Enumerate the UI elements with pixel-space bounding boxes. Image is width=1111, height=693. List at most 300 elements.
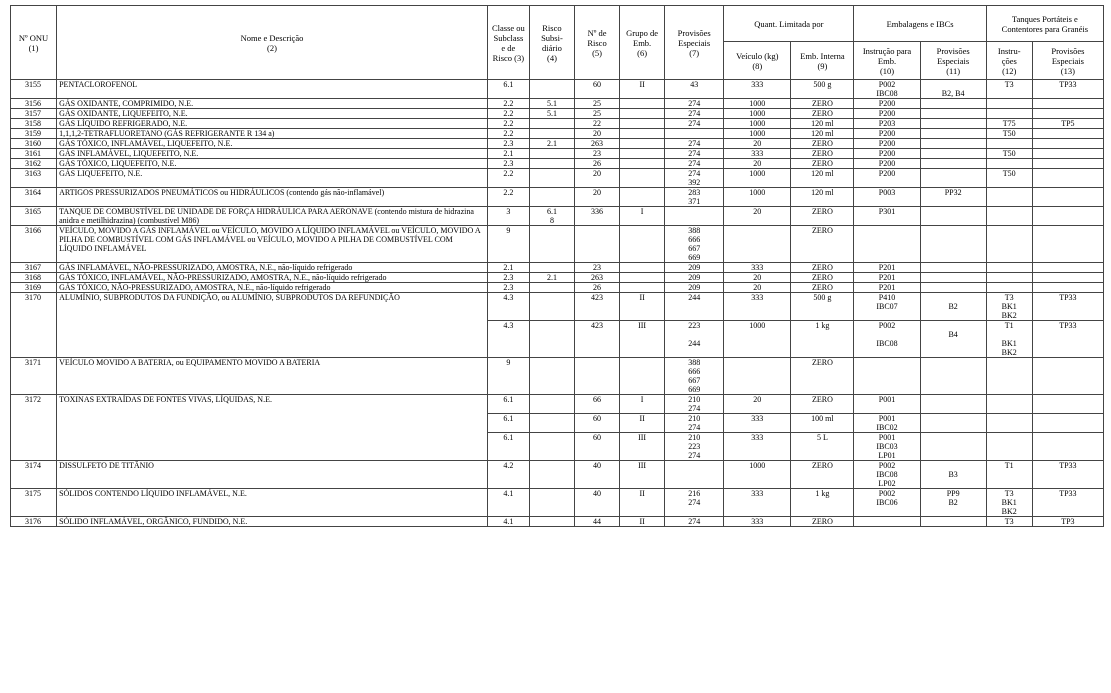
provisoes-especiais-13-cell [1032, 188, 1103, 207]
risco-subsidiario-cell [529, 169, 574, 188]
grupo-emb-cell [620, 358, 665, 395]
veiculo-kg-cell: 1000 [724, 99, 791, 109]
instrucoes-12-cell: T3 BK1 BK2 [986, 489, 1032, 517]
emb-interna-cell: ZERO [791, 109, 854, 119]
provisoes-cell: 223 244 [665, 321, 724, 358]
provisoes-cell: 274 [665, 139, 724, 149]
provisoes-especiais-13-cell [1032, 358, 1103, 395]
num-risco-cell: 423 [574, 293, 619, 321]
onu-number-cell: 3170 [11, 293, 57, 358]
provisoes-especiais-13-cell: TP33 [1032, 489, 1103, 517]
grupo-emb-cell: III [620, 461, 665, 489]
header-quant-limitada: Quant. Limitada por [724, 6, 854, 42]
num-risco-cell: 263 [574, 273, 619, 283]
header-onu: Nº ONU (1) [11, 6, 57, 80]
emb-interna-cell: 120 ml [791, 188, 854, 207]
table-row [11, 149, 1104, 159]
classe-cell: 6.1 [487, 395, 529, 414]
provisoes-especiais-13-cell [1032, 169, 1103, 188]
classe-cell: 6.1 [487, 80, 529, 99]
nome-descricao-cell: PENTACLOROFENOL [57, 80, 488, 99]
provisoes-especiais-13-cell: TP33 [1032, 321, 1103, 358]
instrucao-emb-cell: P201 [854, 263, 920, 273]
provisoes-cell: 209 [665, 283, 724, 293]
instrucao-emb-cell: P200 [854, 139, 920, 149]
risco-subsidiario-cell: 5.1 [529, 99, 574, 109]
risco-subsidiario-cell [529, 517, 574, 527]
provisoes-cell: 274 [665, 149, 724, 159]
num-risco-cell: 22 [574, 119, 619, 129]
provisoes-especiais-13-cell [1032, 273, 1103, 283]
emb-interna-cell: ZERO [791, 358, 854, 395]
header-tanques: Tanques Portáteis e Contentores para Granéis [986, 6, 1103, 42]
onu-number-cell: 3164 [11, 188, 57, 207]
instrucoes-12-cell [986, 207, 1032, 226]
provisoes-especiais-11-cell [920, 517, 986, 527]
classe-cell: 6.1 [487, 414, 529, 433]
grupo-emb-cell: III [620, 433, 665, 461]
nome-descricao-cell: GÁS TÓXICO, NÃO-PRESSURIZADO, AMOSTRA, N.E., não-líquido refrigerado [57, 283, 488, 293]
emb-interna-cell: ZERO [791, 99, 854, 109]
grupo-emb-cell [620, 273, 665, 283]
provisoes-cell [665, 129, 724, 139]
classe-cell: 2.2 [487, 169, 529, 188]
table-row [11, 395, 1104, 414]
veiculo-kg-cell: 1000 [724, 461, 791, 489]
classe-cell: 2.1 [487, 263, 529, 273]
instrucao-emb-cell [854, 226, 920, 263]
instrucoes-12-cell: T1 [986, 461, 1032, 489]
risco-subsidiario-cell [529, 358, 574, 395]
provisoes-cell: 244 [665, 293, 724, 321]
nome-descricao-cell: 1,1,1,2-TETRAFLUORETANO (GÁS REFRIGERANTE R 134 a) [57, 129, 488, 139]
provisoes-cell: 210 223 274 [665, 433, 724, 461]
veiculo-kg-cell: 20 [724, 207, 791, 226]
instrucao-emb-cell: P001 [854, 395, 920, 414]
num-risco-cell: 26 [574, 159, 619, 169]
instrucoes-12-cell [986, 283, 1032, 293]
risco-subsidiario-cell [529, 119, 574, 129]
veiculo-kg-cell: 333 [724, 80, 791, 99]
instrucao-emb-cell: P002 IBC06 [854, 489, 920, 517]
num-risco-cell: 25 [574, 109, 619, 119]
nome-descricao-cell: DISSULFETO DE TITÂNIO [57, 461, 488, 489]
emb-interna-cell: ZERO [791, 263, 854, 273]
instrucoes-12-cell [986, 414, 1032, 433]
instrucao-emb-cell: P200 [854, 99, 920, 109]
emb-interna-cell: ZERO [791, 461, 854, 489]
num-risco-cell: 336 [574, 207, 619, 226]
grupo-emb-cell: II [620, 414, 665, 433]
table-row [11, 188, 1104, 207]
num-risco-cell: 40 [574, 489, 619, 517]
onu-number-cell: 3162 [11, 159, 57, 169]
provisoes-especiais-11-cell [920, 226, 986, 263]
header-provisoes-13: Provisões Especiais (13) [1032, 42, 1103, 80]
classe-cell: 2.2 [487, 188, 529, 207]
emb-interna-cell: 500 g [791, 80, 854, 99]
grupo-emb-cell: II [620, 293, 665, 321]
onu-number-cell: 3159 [11, 129, 57, 139]
table-row [11, 99, 1104, 109]
num-risco-cell: 423 [574, 321, 619, 358]
provisoes-especiais-11-cell: PP32 [920, 188, 986, 207]
header-nome: Nome e Descrição (2) [57, 6, 488, 80]
provisoes-especiais-13-cell [1032, 159, 1103, 169]
instrucoes-12-cell: T1 BK1 BK2 [986, 321, 1032, 358]
veiculo-kg-cell [724, 358, 791, 395]
provisoes-especiais-11-cell [920, 119, 986, 129]
grupo-emb-cell [620, 129, 665, 139]
instrucao-emb-cell: P001 IBC03 LP01 [854, 433, 920, 461]
classe-cell: 6.1 [487, 433, 529, 461]
table-row [11, 263, 1104, 273]
onu-number-cell: 3155 [11, 80, 57, 99]
provisoes-cell [665, 207, 724, 226]
instrucoes-12-cell: T50 [986, 149, 1032, 159]
emb-interna-cell: ZERO [791, 283, 854, 293]
header-provisoes-11: Provisões Especiais (11) [920, 42, 986, 80]
emb-interna-cell: ZERO [791, 273, 854, 283]
onu-number-cell: 3156 [11, 99, 57, 109]
nome-descricao-cell: TANQUE DE COMBUSTÍVEL DE UNIDADE DE FORÇA HIDRÁULICA PARA AERONAVE (contendo mistura de hidrazina anidra e metilhidrazina) (combustível M86) [57, 207, 488, 226]
classe-cell: 2.2 [487, 109, 529, 119]
header-veiculo: Veículo (kg) (8) [724, 42, 791, 80]
veiculo-kg-cell [724, 226, 791, 263]
veiculo-kg-cell: 1000 [724, 129, 791, 139]
header-instrucao: Instrução para Emb. (10) [854, 42, 920, 80]
provisoes-cell: 216 274 [665, 489, 724, 517]
instrucoes-12-cell: T3 [986, 517, 1032, 527]
num-risco-cell: 66 [574, 395, 619, 414]
header-num-risco: Nº de Risco (5) [574, 6, 619, 80]
grupo-emb-cell [620, 99, 665, 109]
classe-cell: 4.2 [487, 461, 529, 489]
provisoes-especiais-13-cell [1032, 139, 1103, 149]
table-row [11, 358, 1104, 395]
emb-interna-cell: ZERO [791, 207, 854, 226]
instrucoes-12-cell [986, 188, 1032, 207]
table-row [11, 139, 1104, 149]
nome-descricao-cell: ALUMÍNIO, SUBPRODUTOS DA FUNDIÇÃO, ou ALUMÍNIO, SUBPRODUTOS DA REFUNDIÇÃO [57, 293, 488, 358]
provisoes-especiais-11-cell [920, 109, 986, 119]
instrucao-emb-cell: P301 [854, 207, 920, 226]
onu-number-cell: 3168 [11, 273, 57, 283]
veiculo-kg-cell: 20 [724, 159, 791, 169]
table-row [11, 129, 1104, 139]
provisoes-especiais-11-cell: PP9 B2 [920, 489, 986, 517]
instrucao-emb-cell: P001 IBC02 [854, 414, 920, 433]
table-row [11, 517, 1104, 527]
risco-subsidiario-cell: 2.1 [529, 273, 574, 283]
veiculo-kg-cell: 333 [724, 263, 791, 273]
emb-interna-cell: 100 ml [791, 414, 854, 433]
num-risco-cell: 44 [574, 517, 619, 527]
instrucoes-12-cell [986, 99, 1032, 109]
provisoes-especiais-11-cell [920, 139, 986, 149]
instrucoes-12-cell: T3 BK1 BK2 [986, 293, 1032, 321]
emb-interna-cell: ZERO [791, 517, 854, 527]
emb-interna-cell: 1 kg [791, 321, 854, 358]
grupo-emb-cell [620, 188, 665, 207]
provisoes-especiais-11-cell: B2 [920, 293, 986, 321]
num-risco-cell: 263 [574, 139, 619, 149]
provisoes-cell: 274 [665, 99, 724, 109]
provisoes-cell [665, 461, 724, 489]
risco-subsidiario-cell [529, 283, 574, 293]
risco-subsidiario-cell [529, 293, 574, 321]
instrucao-emb-cell: P003 [854, 188, 920, 207]
onu-number-cell: 3167 [11, 263, 57, 273]
instrucoes-12-cell [986, 395, 1032, 414]
num-risco-cell: 60 [574, 433, 619, 461]
provisoes-especiais-11-cell [920, 159, 986, 169]
provisoes-especiais-11-cell [920, 149, 986, 159]
veiculo-kg-cell: 1000 [724, 109, 791, 119]
provisoes-cell: 274 [665, 517, 724, 527]
num-risco-cell [574, 226, 619, 263]
emb-interna-cell: 120 ml [791, 169, 854, 188]
emb-interna-cell: 500 g [791, 293, 854, 321]
nome-descricao-cell: VEÍCULO, MOVIDO A GÁS INFLAMÁVEL ou VEÍCULO, MOVIDO A LÍQUIDO INFLAMÁVEL ou VEÍCULO, MOVIDO A PILHA DE COMBUSTÍVEL COM GÁS INFLAMÁVEL ou VEÍCULO, MOVIDO A PILHA DE COMBUSTÍVEL COM LÍQUIDO INFLAMÁVEL [57, 226, 488, 263]
nome-descricao-cell: GÁS TÓXICO, INFLAMÁVEL, LIQUEFEITO, N.E. [57, 139, 488, 149]
veiculo-kg-cell: 1000 [724, 188, 791, 207]
table-row [11, 169, 1104, 188]
provisoes-especiais-13-cell [1032, 283, 1103, 293]
header-embalagens-ibcs: Embalagens e IBCs [854, 6, 986, 42]
risco-subsidiario-cell: 6.1 8 [529, 207, 574, 226]
risco-subsidiario-cell [529, 489, 574, 517]
table-row [11, 159, 1104, 169]
onu-number-cell: 3166 [11, 226, 57, 263]
grupo-emb-cell: II [620, 517, 665, 527]
onu-number-cell: 3157 [11, 109, 57, 119]
provisoes-cell: 209 [665, 273, 724, 283]
provisoes-especiais-11-cell [920, 358, 986, 395]
grupo-emb-cell: I [620, 207, 665, 226]
provisoes-especiais-11-cell [920, 207, 986, 226]
onu-number-cell: 3160 [11, 139, 57, 149]
instrucoes-12-cell [986, 273, 1032, 283]
risco-subsidiario-cell [529, 414, 574, 433]
onu-number-cell: 3171 [11, 358, 57, 395]
provisoes-especiais-13-cell [1032, 149, 1103, 159]
grupo-emb-cell [620, 159, 665, 169]
veiculo-kg-cell: 333 [724, 433, 791, 461]
provisoes-especiais-13-cell [1032, 207, 1103, 226]
instrucao-emb-cell: P200 [854, 169, 920, 188]
provisoes-cell: 274 392 [665, 169, 724, 188]
num-risco-cell: 20 [574, 169, 619, 188]
onu-number-cell: 3161 [11, 149, 57, 159]
veiculo-kg-cell: 333 [724, 489, 791, 517]
header-provisoes: Provisões Especiais (7) [665, 6, 724, 80]
instrucao-emb-cell: P201 [854, 273, 920, 283]
grupo-emb-cell [620, 283, 665, 293]
provisoes-especiais-11-cell [920, 129, 986, 139]
num-risco-cell: 40 [574, 461, 619, 489]
risco-subsidiario-cell [529, 149, 574, 159]
onu-number-cell: 3174 [11, 461, 57, 489]
onu-number-cell: 3176 [11, 517, 57, 527]
provisoes-cell: 210 274 [665, 414, 724, 433]
instrucoes-12-cell [986, 358, 1032, 395]
emb-interna-cell: ZERO [791, 159, 854, 169]
veiculo-kg-cell: 20 [724, 139, 791, 149]
provisoes-especiais-13-cell: TP33 [1032, 461, 1103, 489]
classe-cell: 2.3 [487, 159, 529, 169]
grupo-emb-cell: II [620, 80, 665, 99]
grupo-emb-cell [620, 109, 665, 119]
table-row [11, 461, 1104, 489]
provisoes-especiais-13-cell [1032, 129, 1103, 139]
provisoes-especiais-11-cell: B3 [920, 461, 986, 489]
risco-subsidiario-cell: 5.1 [529, 109, 574, 119]
classe-cell: 2.3 [487, 283, 529, 293]
provisoes-especiais-13-cell [1032, 99, 1103, 109]
provisoes-especiais-11-cell [920, 273, 986, 283]
classe-cell: 3 [487, 207, 529, 226]
table-row [11, 273, 1104, 283]
instrucoes-12-cell: T75 [986, 119, 1032, 129]
instrucoes-12-cell: T50 [986, 169, 1032, 188]
table-row [11, 80, 1104, 99]
provisoes-especiais-11-cell [920, 395, 986, 414]
grupo-emb-cell: II [620, 489, 665, 517]
risco-subsidiario-cell [529, 159, 574, 169]
instrucoes-12-cell [986, 159, 1032, 169]
nome-descricao-cell: GÁS INFLAMÁVEL, LIQUEFEITO, N.E. [57, 149, 488, 159]
table-row [11, 119, 1104, 129]
classe-cell: 4.1 [487, 517, 529, 527]
table-body [11, 80, 1104, 527]
num-risco-cell: 20 [574, 188, 619, 207]
emb-interna-cell: ZERO [791, 395, 854, 414]
instrucao-emb-cell: P200 [854, 159, 920, 169]
classe-cell: 4.1 [487, 489, 529, 517]
provisoes-especiais-11-cell [920, 283, 986, 293]
risco-subsidiario-cell [529, 461, 574, 489]
dangerous-goods-table [10, 5, 1104, 527]
emb-interna-cell: ZERO [791, 149, 854, 159]
grupo-emb-cell [620, 169, 665, 188]
provisoes-especiais-13-cell: TP5 [1032, 119, 1103, 129]
num-risco-cell: 60 [574, 414, 619, 433]
provisoes-especiais-13-cell: TP33 [1032, 80, 1103, 99]
num-risco-cell: 26 [574, 283, 619, 293]
provisoes-cell: 283 371 [665, 188, 724, 207]
nome-descricao-cell: GÁS OXIDANTE, COMPRIMIDO, N.E. [57, 99, 488, 109]
provisoes-especiais-11-cell [920, 433, 986, 461]
onu-number-cell: 3158 [11, 119, 57, 129]
dangerous-goods-table-container [10, 5, 1104, 632]
provisoes-especiais-11-cell [920, 263, 986, 273]
instrucao-emb-cell: P200 [854, 149, 920, 159]
header-instrucoes-12: Instru- ções (12) [986, 42, 1032, 80]
nome-descricao-cell: GÁS LÍQUIDO REFRIGERADO, N.E. [57, 119, 488, 129]
table-row [11, 293, 1104, 321]
header-risco-subsidiario: Risco Subsi- diário (4) [529, 6, 574, 80]
grupo-emb-cell [620, 119, 665, 129]
classe-cell: 4.3 [487, 321, 529, 358]
veiculo-kg-cell: 333 [724, 517, 791, 527]
onu-number-cell: 3169 [11, 283, 57, 293]
provisoes-especiais-13-cell [1032, 414, 1103, 433]
table-header [11, 6, 1104, 80]
provisoes-especiais-13-cell: TP33 [1032, 293, 1103, 321]
provisoes-cell: 388 666 667 669 [665, 226, 724, 263]
emb-interna-cell: 120 ml [791, 129, 854, 139]
num-risco-cell: 23 [574, 149, 619, 159]
instrucoes-12-cell: T3 [986, 80, 1032, 99]
provisoes-especiais-11-cell: B2, B4 [920, 80, 986, 99]
emb-interna-cell: 5 L [791, 433, 854, 461]
nome-descricao-cell: GÁS LIQUEFEITO, N.E. [57, 169, 488, 188]
nome-descricao-cell: GÁS OXIDANTE, LIQUEFEITO, N.E. [57, 109, 488, 119]
onu-number-cell: 3175 [11, 489, 57, 517]
table-row [11, 283, 1104, 293]
veiculo-kg-cell: 20 [724, 273, 791, 283]
veiculo-kg-cell: 1000 [724, 321, 791, 358]
provisoes-especiais-13-cell [1032, 226, 1103, 263]
provisoes-especiais-11-cell [920, 99, 986, 109]
header-classe: Classe ou Subclass e de Risco (3) [487, 6, 529, 80]
instrucao-emb-cell: P201 [854, 283, 920, 293]
header-emb-interna: Emb. Interna (9) [791, 42, 854, 80]
grupo-emb-cell: III [620, 321, 665, 358]
classe-cell: 9 [487, 358, 529, 395]
instrucoes-12-cell [986, 226, 1032, 263]
instrucoes-12-cell [986, 263, 1032, 273]
risco-subsidiario-cell [529, 321, 574, 358]
nome-descricao-cell: TOXINAS EXTRAÍDAS DE FONTES VIVAS, LÍQUIDAS, N.E. [57, 395, 488, 461]
instrucao-emb-cell: P002 IBC08 LP02 [854, 461, 920, 489]
instrucao-emb-cell: P002 IBC08 [854, 321, 920, 358]
provisoes-cell: 209 [665, 263, 724, 273]
risco-subsidiario-cell [529, 395, 574, 414]
instrucao-emb-cell: P410 IBC07 [854, 293, 920, 321]
provisoes-cell: 274 [665, 109, 724, 119]
instrucoes-12-cell [986, 433, 1032, 461]
instrucoes-12-cell [986, 109, 1032, 119]
provisoes-especiais-13-cell [1032, 395, 1103, 414]
emb-interna-cell: ZERO [791, 226, 854, 263]
nome-descricao-cell: GÁS TÓXICO, INFLAMÁVEL, NÃO-PRESSURIZADO, AMOSTRA, N.E., não-líquido refrigerado [57, 273, 488, 283]
header-grupo-emb: Grupo de Emb. (6) [620, 6, 665, 80]
provisoes-cell: 388 666 667 669 [665, 358, 724, 395]
risco-subsidiario-cell [529, 433, 574, 461]
provisoes-cell: 274 [665, 119, 724, 129]
provisoes-cell: 274 [665, 159, 724, 169]
nome-descricao-cell: GÁS INFLAMÁVEL, NÃO-PRESSURIZADO, AMOSTRA, N.E., não-líquido refrigerado [57, 263, 488, 273]
num-risco-cell: 23 [574, 263, 619, 273]
grupo-emb-cell [620, 139, 665, 149]
onu-number-cell: 3163 [11, 169, 57, 188]
table-row [11, 226, 1104, 263]
classe-cell: 2.2 [487, 99, 529, 109]
num-risco-cell: 20 [574, 129, 619, 139]
emb-interna-cell: ZERO [791, 139, 854, 149]
provisoes-especiais-13-cell [1032, 109, 1103, 119]
veiculo-kg-cell: 333 [724, 149, 791, 159]
emb-interna-cell: 1 kg [791, 489, 854, 517]
table-row [11, 109, 1104, 119]
instrucao-emb-cell: P203 [854, 119, 920, 129]
classe-cell: 2.3 [487, 273, 529, 283]
risco-subsidiario-cell [529, 129, 574, 139]
grupo-emb-cell: I [620, 395, 665, 414]
provisoes-cell: 43 [665, 80, 724, 99]
